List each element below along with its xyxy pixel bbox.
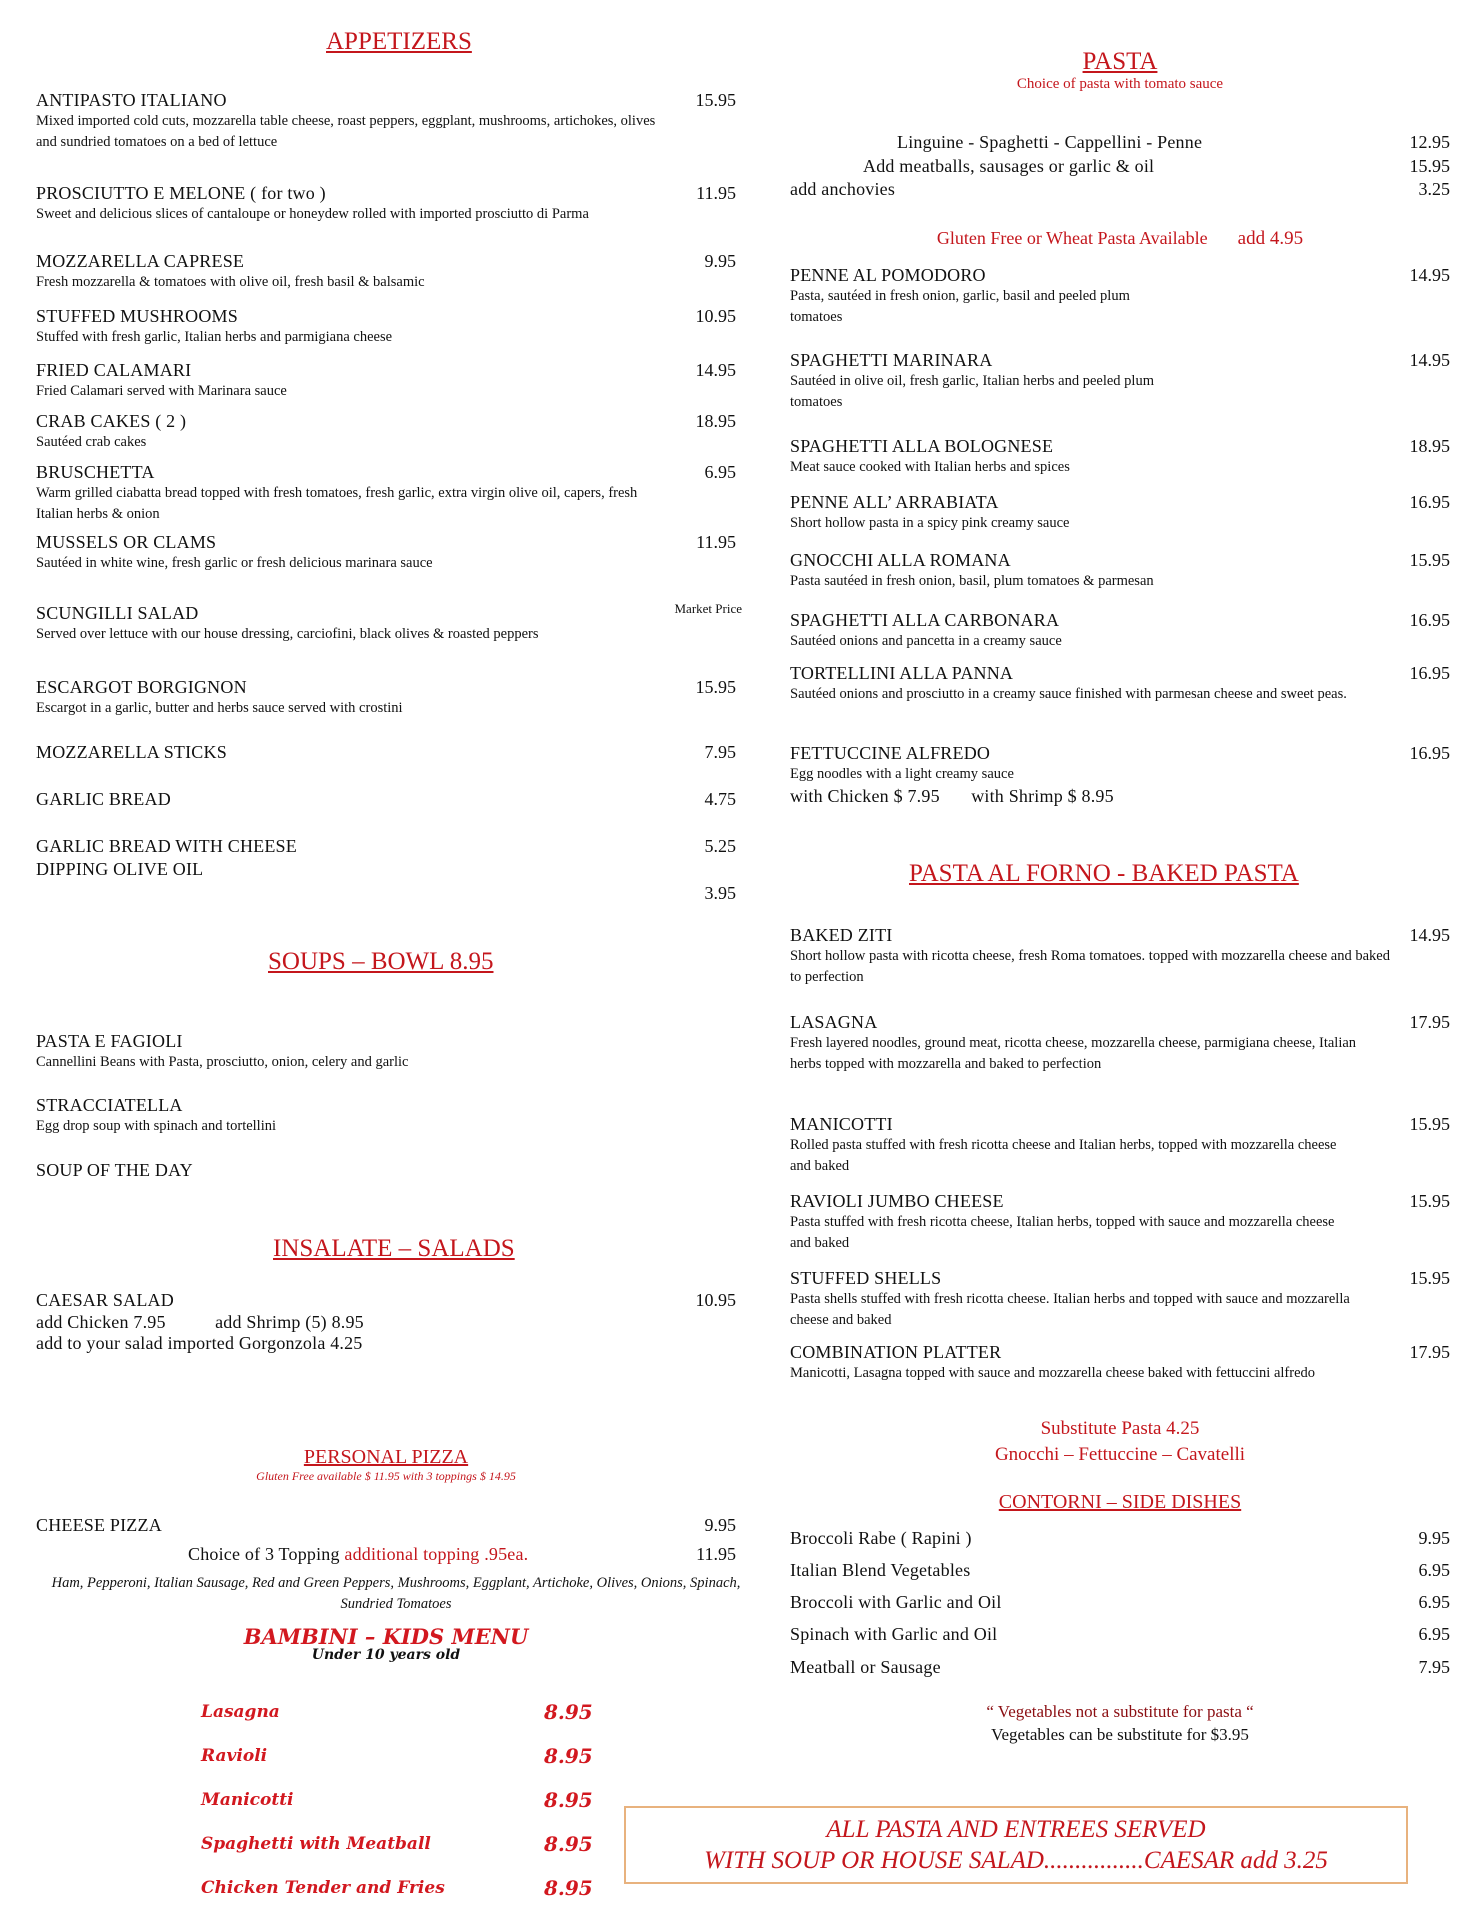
pizza-choice <box>36 1544 736 1565</box>
item-name: CAESAR SALAD <box>36 1290 174 1310</box>
item-desc: Escargot in a garlic, butter and herbs sauce served with crostini <box>36 700 403 716</box>
item-price: 10.95 <box>695 1290 736 1310</box>
substitute-options: Gnocchi – Fettuccine – Cavatelli <box>994 1444 1246 1465</box>
vegetables-note-2: Vegetables can be substitute for $3.95 <box>991 1725 1249 1744</box>
pizza-header <box>36 1446 736 1484</box>
kids-subtitle: Under 10 years old <box>311 1647 461 1663</box>
menu-item <box>790 350 1450 413</box>
menu-item <box>790 1012 1450 1075</box>
item-name: Italian Blend Vegetables <box>790 1560 971 1580</box>
substitute-note <box>790 1416 1450 1468</box>
alfredo-shrimp: with Shrimp $ 8.95 <box>971 786 1114 806</box>
item-price: 15.95 <box>695 90 736 110</box>
item-desc: Fried Calamari served with Marinara sauce <box>36 383 287 399</box>
item-name: STUFFED SHELLS <box>790 1268 942 1288</box>
gorgonzola-addon: add to your salad imported Gorgonzola 4.25 <box>36 1333 363 1353</box>
item-name: SCUNGILLI SALAD <box>36 603 199 623</box>
kids-item-name: Ravioli <box>201 1746 268 1766</box>
substitute-text: Substitute Pasta 4.25 <box>1040 1418 1200 1439</box>
item-desc: Sautéed in white wine, fresh garlic or fresh delicious marinara sauce <box>36 555 433 571</box>
kids-item-price: 8.95 <box>544 1832 593 1856</box>
kids-item-name: Lasagna <box>201 1702 280 1722</box>
base-text: Linguine - Spaghetti - Cappellini - Penne <box>897 132 1203 152</box>
item-name: PROSCIUTTO E MELONE ( for two ) <box>36 183 326 203</box>
pasta-subtitle: Choice of pasta with tomato sauce <box>1016 76 1224 92</box>
item-price: 7.95 <box>1418 1657 1450 1677</box>
choice-label: Choice of 3 Topping <box>188 1544 340 1564</box>
appetizers-title: APPETIZERS <box>326 28 472 55</box>
kids-item-name: Chicken Tender and Fries <box>201 1878 445 1898</box>
item-price: 18.95 <box>1409 436 1450 456</box>
menu-item <box>36 360 736 402</box>
menu-item <box>36 251 736 293</box>
menu-item <box>790 1560 1450 1581</box>
item-name: ANTIPASTO ITALIANO <box>36 90 227 110</box>
item-price: 15.95 <box>1409 1114 1450 1134</box>
item-name: MANICOTTI <box>790 1114 893 1134</box>
soups-title: SOUPS – BOWL 8.95 <box>268 948 494 975</box>
vegetables-note-1: “ Vegetables not a substitute for pasta “ <box>986 1702 1254 1721</box>
item-desc: Sautéed onions and pancetta in a creamy sauce <box>790 633 1062 649</box>
item-name: FRIED CALAMARI <box>36 360 192 380</box>
item-name: STRACCIATELLA <box>36 1095 183 1115</box>
item-price: 5.25 <box>704 836 736 856</box>
item-name: CHEESE PIZZA <box>36 1515 162 1535</box>
item-name: PASTA E FAGIOLI <box>36 1031 183 1051</box>
item-price: 14.95 <box>695 360 736 380</box>
item-desc: Fresh layered noodles, ground meat, ricotta cheese, mozzarella cheese, parmigiana cheese, Italian herbs topped with mozzarella and baked to perfection <box>790 1035 1357 1072</box>
kids-title: BAMBINI – KIDS MENU <box>243 1624 529 1649</box>
item-name: PENNE ALL’ ARRABIATA <box>790 492 999 512</box>
banner-line-1: ALL PASTA AND ENTREES SERVED <box>826 1816 1206 1843</box>
menu-item <box>790 1114 1450 1177</box>
menu-item <box>36 789 736 810</box>
item-price: 14.95 <box>1409 925 1450 945</box>
pasta-title: PASTA <box>1082 48 1158 75</box>
menu-item <box>36 532 736 574</box>
gluten-text: Gluten Free or Wheat Pasta Available <box>936 228 1208 248</box>
menu-item <box>36 1031 736 1073</box>
item-price: 17.95 <box>1409 1012 1450 1032</box>
menu-item <box>36 1160 736 1181</box>
menu-item <box>790 1657 1450 1678</box>
item-price: 9.95 <box>1418 1528 1450 1548</box>
item-desc: Egg noodles with a light creamy sauce <box>790 766 1014 782</box>
item-price: 15.95 <box>695 677 736 697</box>
menu-item <box>36 836 736 857</box>
item-desc: Manicotti, Lasagna topped with sauce and mozzarella cheese baked with fettuccini alfredo <box>790 1365 1316 1381</box>
item-name: STUFFED MUSHROOMS <box>36 306 238 326</box>
gluten-free-note <box>790 228 1450 250</box>
kids-item-price: 8.95 <box>544 1700 593 1724</box>
item-name: GARLIC BREAD WITH CHEESE <box>36 836 297 856</box>
item-name: COMBINATION PLATTER <box>790 1342 1002 1362</box>
salads-title: INSALATE – SALADS <box>273 1235 515 1262</box>
menu-item <box>36 601 742 645</box>
item-desc: Sautéed in olive oil, fresh garlic, Italian herbs and peeled plum tomatoes <box>790 373 1154 410</box>
kids-item-price: 8.95 <box>544 1788 593 1812</box>
item-name: SPAGHETTI ALLA BOLOGNESE <box>790 436 1054 456</box>
item-price: 16.95 <box>1409 610 1450 630</box>
kids-item-price: 8.95 <box>544 1744 593 1768</box>
pasta-meatballs <box>790 156 1450 177</box>
meatballs-text: Add meatballs, sausages or garlic & oil <box>863 156 1155 176</box>
item-name: GARLIC BREAD <box>36 789 171 809</box>
item-name: DIPPING OLIVE OIL <box>36 859 204 879</box>
menu-item <box>36 411 736 453</box>
item-desc: Stuffed with fresh garlic, Italian herbs and parmigiana cheese <box>36 329 393 345</box>
menu-item <box>790 1342 1450 1384</box>
alfredo-chicken: with Chicken $ 7.95 <box>790 786 940 806</box>
vegetables-note <box>790 1700 1450 1746</box>
item-name: SOUP OF THE DAY <box>36 1160 193 1180</box>
menu-item <box>36 90 736 153</box>
item-name: BRUSCHETTA <box>36 462 155 482</box>
menu-item <box>790 743 1450 807</box>
item-price: 11.95 <box>696 532 736 552</box>
entrees-banner <box>624 1806 1408 1884</box>
menu-item <box>36 183 736 225</box>
item-name: ESCARGOT BORGIGNON <box>36 677 247 697</box>
sides-title: CONTORNI – SIDE DISHES <box>998 1491 1242 1513</box>
item-desc: Meat sauce cooked with Italian herbs and spices <box>790 459 1070 475</box>
pasta-header <box>790 48 1450 93</box>
item-name: Spinach with Garlic and Oil <box>790 1624 998 1644</box>
menu-item <box>36 306 736 348</box>
item-name: GNOCCHI ALLA ROMANA <box>790 550 1011 570</box>
meatballs-price: 15.95 <box>1409 156 1450 176</box>
item-name: PENNE AL POMODORO <box>790 265 986 285</box>
item-desc: Pasta stuffed with fresh ricotta cheese, Italian herbs, topped with sauce and mozzarella cheese and baked <box>790 1214 1335 1251</box>
menu-item <box>790 492 1450 534</box>
pizza-subtitle: Gluten Free available $ 11.95 with 3 toppings $ 14.95 <box>256 1469 516 1483</box>
pizza-toppings: Ham, Pepperoni, Italian Sausage, Red and Green Peppers, Mushrooms, Eggplant, Artichoke, Olives, Onions, Spinach, Sundried Tomatoes <box>51 1575 741 1612</box>
item-desc: Sweet and delicious slices of cantaloupe or honeydew rolled with imported prosciutto di Parma <box>36 206 589 222</box>
menu-item <box>36 677 736 719</box>
menu-item <box>790 550 1450 592</box>
anchovies-price: 3.25 <box>1418 179 1450 199</box>
item-price: 7.95 <box>704 742 736 762</box>
item-price: 6.95 <box>1418 1624 1450 1644</box>
item-price: 15.95 <box>1409 1191 1450 1211</box>
item-name: MOZZARELLA STICKS <box>36 742 227 762</box>
item-desc: Fresh mozzarella & tomatoes with olive oil, fresh basil & balsamic <box>36 274 425 290</box>
item-price: 6.95 <box>704 462 736 482</box>
menu-item <box>790 265 1450 328</box>
item-price: 4.75 <box>704 789 736 809</box>
baked-title: PASTA AL FORNO - BAKED PASTA <box>909 860 1299 887</box>
menu-item <box>790 663 1450 705</box>
item-desc: Pasta, sautéed in fresh onion, garlic, basil and peeled plum tomatoes <box>790 288 1130 325</box>
item-desc: Egg drop soup with spinach and tortellini <box>36 1118 277 1134</box>
item-desc: Warm grilled ciabatta bread topped with fresh tomatoes, fresh garlic, extra virgin olive oil, capers, fresh Italian herbs & onion <box>36 485 638 522</box>
item-desc: Pasta sautéed in fresh onion, basil, plum tomatoes & parmesan <box>790 573 1154 589</box>
choice-extra: additional topping .95ea. <box>344 1544 529 1564</box>
kids-item-name: Manicotti <box>201 1790 294 1810</box>
item-price: 15.95 <box>1409 550 1450 570</box>
item-desc: Mixed imported cold cuts, mozzarella table cheese, roast peppers, eggplant, mushrooms, artichokes, olives and sundried tomatoes on a bed of lettuce <box>36 113 656 150</box>
item-price: 11.95 <box>696 1544 736 1564</box>
item-price: 17.95 <box>1409 1342 1450 1362</box>
item-price: 11.95 <box>696 183 736 203</box>
item-price: 9.95 <box>704 251 736 271</box>
item-name: CRAB CAKES ( 2 ) <box>36 411 187 431</box>
pasta-anchovies <box>790 179 1450 200</box>
item-name: Broccoli with Garlic and Oil <box>790 1592 1002 1612</box>
item-desc: Rolled pasta stuffed with fresh ricotta cheese and Italian herbs, topped with mozzarella cheese and baked <box>790 1137 1337 1174</box>
kids-item-name: Spaghetti with Meatball <box>201 1834 431 1854</box>
item-price: 6.95 <box>1418 1560 1450 1580</box>
menu-item <box>36 1515 736 1536</box>
banner-line-2: WITH SOUP OR HOUSE SALAD................CAESAR add 3.25 <box>704 1847 1328 1874</box>
item-name: TORTELLINI ALLA PANNA <box>790 663 1014 683</box>
item-desc: Short hollow pasta in a spicy pink creamy sauce <box>790 515 1070 531</box>
item-price: 16.95 <box>1409 743 1450 763</box>
menu-item <box>36 742 736 763</box>
item-desc: Sautéed crab cakes <box>36 434 147 450</box>
item-name: FETTUCCINE ALFREDO <box>790 743 991 763</box>
item-price: 16.95 <box>1409 663 1450 683</box>
item-name: BAKED ZITI <box>790 925 893 945</box>
item-price: 18.95 <box>695 411 736 431</box>
menu-item <box>790 1592 1450 1613</box>
kids-item-price: 8.95 <box>544 1876 593 1900</box>
item-price: 14.95 <box>1409 350 1450 370</box>
add-chicken: add Chicken 7.95 <box>36 1312 166 1332</box>
item-price: 14.95 <box>1409 265 1450 285</box>
item-desc: Sautéed onions and prosciutto in a creamy sauce finished with parmesan cheese and sweet peas. <box>790 686 1347 702</box>
pizza-title: PERSONAL PIZZA <box>303 1446 469 1468</box>
menu-item <box>790 1268 1450 1331</box>
item-price: 9.95 <box>704 1515 736 1535</box>
item-price: 10.95 <box>695 306 736 326</box>
menu-item <box>790 1191 1450 1254</box>
item-price: 3.95 <box>704 883 736 903</box>
menu-item <box>790 1528 1450 1549</box>
item-desc: Short hollow pasta with ricotta cheese, fresh Roma tomatoes. topped with mozzarella cheese and baked to perfection <box>790 948 1390 985</box>
menu-item <box>790 610 1450 652</box>
item-name: Meatball or Sausage <box>790 1657 941 1677</box>
anchovies-text: add anchovies <box>790 179 896 199</box>
item-name: RAVIOLI JUMBO CHEESE <box>790 1191 1004 1211</box>
item-desc: Served over lettuce with our house dressing, carciofini, black olives & roasted peppers <box>36 626 539 642</box>
menu-item <box>790 436 1450 478</box>
item-price: 16.95 <box>1409 492 1450 512</box>
item-price: 6.95 <box>1418 1592 1450 1612</box>
item-desc: Cannellini Beans with Pasta, prosciutto, onion, celery and garlic <box>36 1054 409 1070</box>
menu-item <box>790 925 1450 988</box>
menu-item <box>36 859 736 909</box>
item-desc: Pasta shells stuffed with fresh ricotta cheese. Italian herbs and topped with sauce and mozzarella cheese and baked <box>790 1291 1350 1328</box>
menu-item <box>36 462 736 525</box>
menu-item <box>36 1290 736 1354</box>
item-price: Market Price <box>674 601 742 616</box>
add-shrimp: add Shrimp (5) 8.95 <box>215 1312 364 1332</box>
item-name: MUSSELS OR CLAMS <box>36 532 217 552</box>
menu-item <box>790 1624 1450 1645</box>
item-price: 15.95 <box>1409 1268 1450 1288</box>
item-name: Broccoli Rabe ( Rapini ) <box>790 1528 972 1548</box>
item-name: MOZZARELLA CAPRESE <box>36 251 245 271</box>
gluten-price: add 4.95 <box>1237 228 1304 249</box>
item-name: SPAGHETTI MARINARA <box>790 350 993 370</box>
base-price: 12.95 <box>1409 132 1450 152</box>
kids-header <box>36 1624 736 1663</box>
pasta-base <box>790 132 1450 153</box>
menu-item <box>36 1095 736 1137</box>
item-name: SPAGHETTI ALLA CARBONARA <box>790 610 1060 630</box>
item-name: LASAGNA <box>790 1012 878 1032</box>
